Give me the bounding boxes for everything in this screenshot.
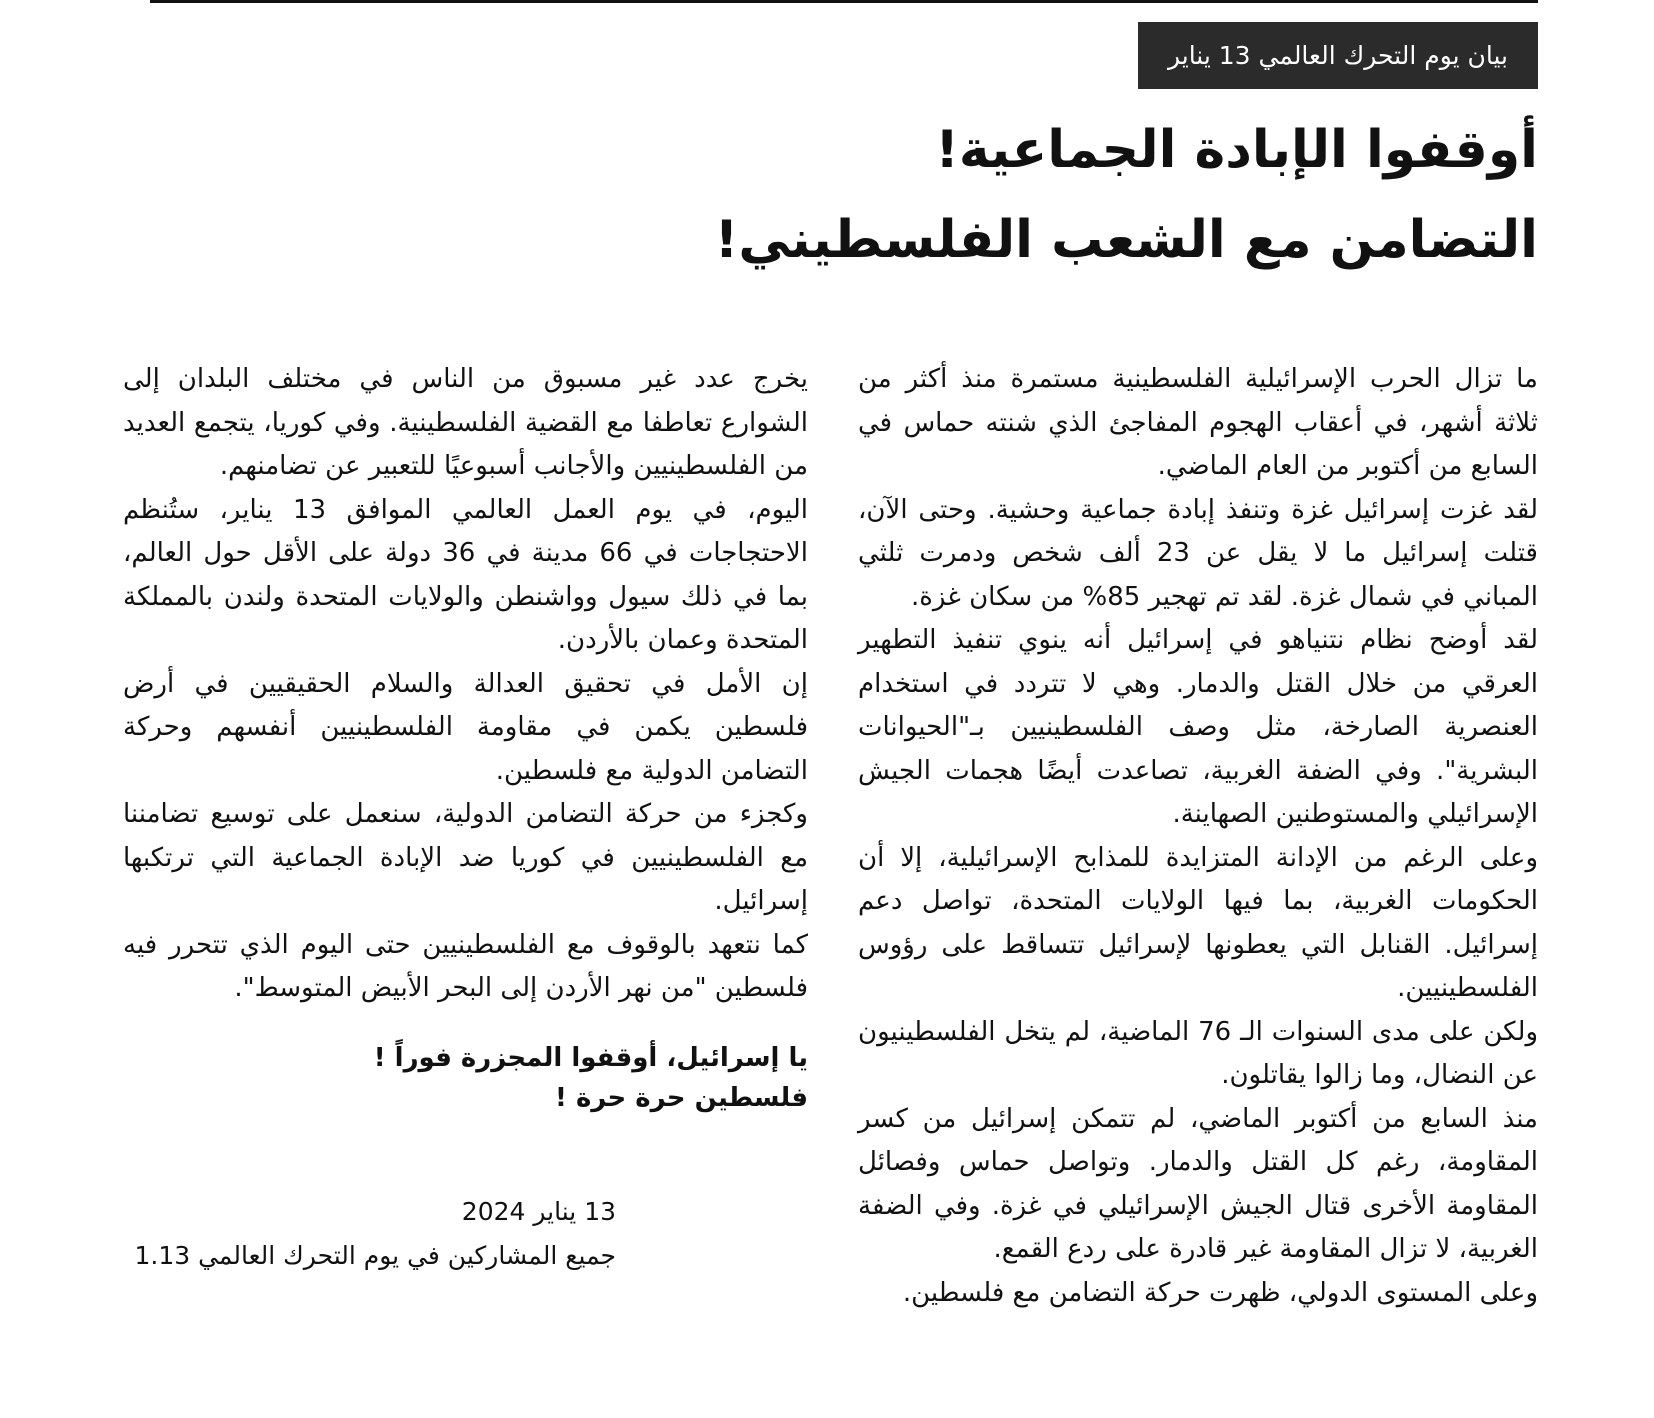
right-column bbox=[858, 358, 1538, 1315]
headline-line-1: أوقفوا الإبادة الجماعية! bbox=[935, 120, 1538, 180]
headline-line-2: التضامن مع الشعب الفلسطيني! bbox=[714, 210, 1538, 270]
headline bbox=[158, 105, 1538, 285]
paragraph: منذ السابع من أكتوبر الماضي، لم تتمكن إسرائيل من كسر المقاومة، رغم كل القتل والدمار. وتواصل حماس وفصائل المقاومة الأخرى قتال الجيش الإسرائيلي في غزة. وفي الضفة الغربية، لا تزال المقاومة غير قادرة على ردع القمع. bbox=[858, 1103, 1538, 1264]
paragraph: ولكن على مدى السنوات الـ 76 الماضية، لم يتخل الفلسطينيون عن النضال، وما زالوا يقاتلون. bbox=[858, 1016, 1539, 1090]
slogan-free-palestine: فلسطين حرة حرة ! bbox=[555, 1082, 808, 1113]
signature: جميع المشاركين في يوم التحرك العالمي 1.13 bbox=[134, 1241, 616, 1270]
paragraph: وعلى المستوى الدولي، ظهرت حركة التضامن مع فلسطين. bbox=[902, 1277, 1538, 1308]
paragraph: اليوم، في يوم العمل العالمي الموافق 13 يناير، ستُنظم الاحتجاجات في 66 مدينة في 36 دولة على الأقل حول العالم، بما في ذلك سيول وواشنطن والولايات المتحدة ولندن بالمملكة المتحدة وعمان بالأردن. bbox=[123, 494, 808, 655]
paragraph: يخرج عدد غير مسبوق من الناس في مختلف البلدان إلى الشوارع تعاطفا مع القضية الفلسطينية. وفي كوريا، يتجمع العديد من الفلسطينيين والأجانب أسبوعيًا للتعبير عن تضامنهم. bbox=[123, 364, 808, 481]
paragraph: ما تزال الحرب الإسرائيلية الفلسطينية مستمرة منذ أكثر من ثلاثة أشهر، في أعقاب الهجوم المفاجئ الذي شنته حماس في السابع من أكتوبر من العام الماضي. bbox=[858, 364, 1538, 481]
paragraph: وعلى الرغم من الإدانة المتزايدة للمذابح الإسرائيلية، إلا أن الحكومات الغربية، بما فيها الولايات المتحدة، تواصل دعم إسرائيل. القنابل التي يعطونها لإسرائيل تتساقط على رؤوس الفلسطينيين. bbox=[858, 842, 1538, 1003]
left-column bbox=[123, 358, 808, 1118]
paragraph: إن الأمل في تحقيق العدالة والسلام الحقيقيين في أرض فلسطين يكمن في مقاومة الفلسطينيين أنفسهم وحركة التضامن الدولية مع فلسطين. bbox=[123, 668, 808, 786]
paragraph: لقد غزت إسرائيل غزة وتنفذ إبادة جماعية وحشية. وحتى الآن، قتلت إسرائيل ما لا يقل عن 23 ألف شخص ودمرت ثلثي المباني في شمال غزة. لقد تم تهجير 85% من سكان غزة. bbox=[858, 494, 1538, 612]
signoff bbox=[116, 1190, 616, 1278]
statement-tag: بيان يوم التحرك العالمي 13 يناير bbox=[1138, 22, 1538, 89]
paragraph: لقد أوضح نظام نتنياهو في إسرائيل أنه ينوي تنفيذ التطهير العرقي من خلال القتل والدمار. وهي لا تتردد في استخدام العنصرية الصارخة، مثل وصف الفلسطينيين بـ"الحيوانات البشرية". وفي الضفة الغربية، تصاعدت أيضًا هجمات الجيش الإسرائيلي والمستوطنين الصهاينة. bbox=[858, 625, 1538, 829]
statement-date: 13 يناير 2024 bbox=[461, 1197, 616, 1226]
slogan-stop-massacre: يا إسرائيل، أوقفوا المجزرة فوراً ! bbox=[373, 1042, 808, 1073]
slogans bbox=[123, 1038, 808, 1118]
paragraph: كما نتعهد بالوقوف مع الفلسطينيين حتى اليوم الذي تتحرر فيه فلسطين "من نهر الأردن إلى البحر الأبيض المتوسط". bbox=[123, 929, 808, 1003]
paragraph: وكجزء من حركة التضامن الدولية، سنعمل على توسيع تضامننا مع الفلسطينيين في كوريا ضد الإبادة الجماعية التي ترتكبها إسرائيل. bbox=[123, 799, 808, 916]
top-rule bbox=[150, 0, 1538, 3]
